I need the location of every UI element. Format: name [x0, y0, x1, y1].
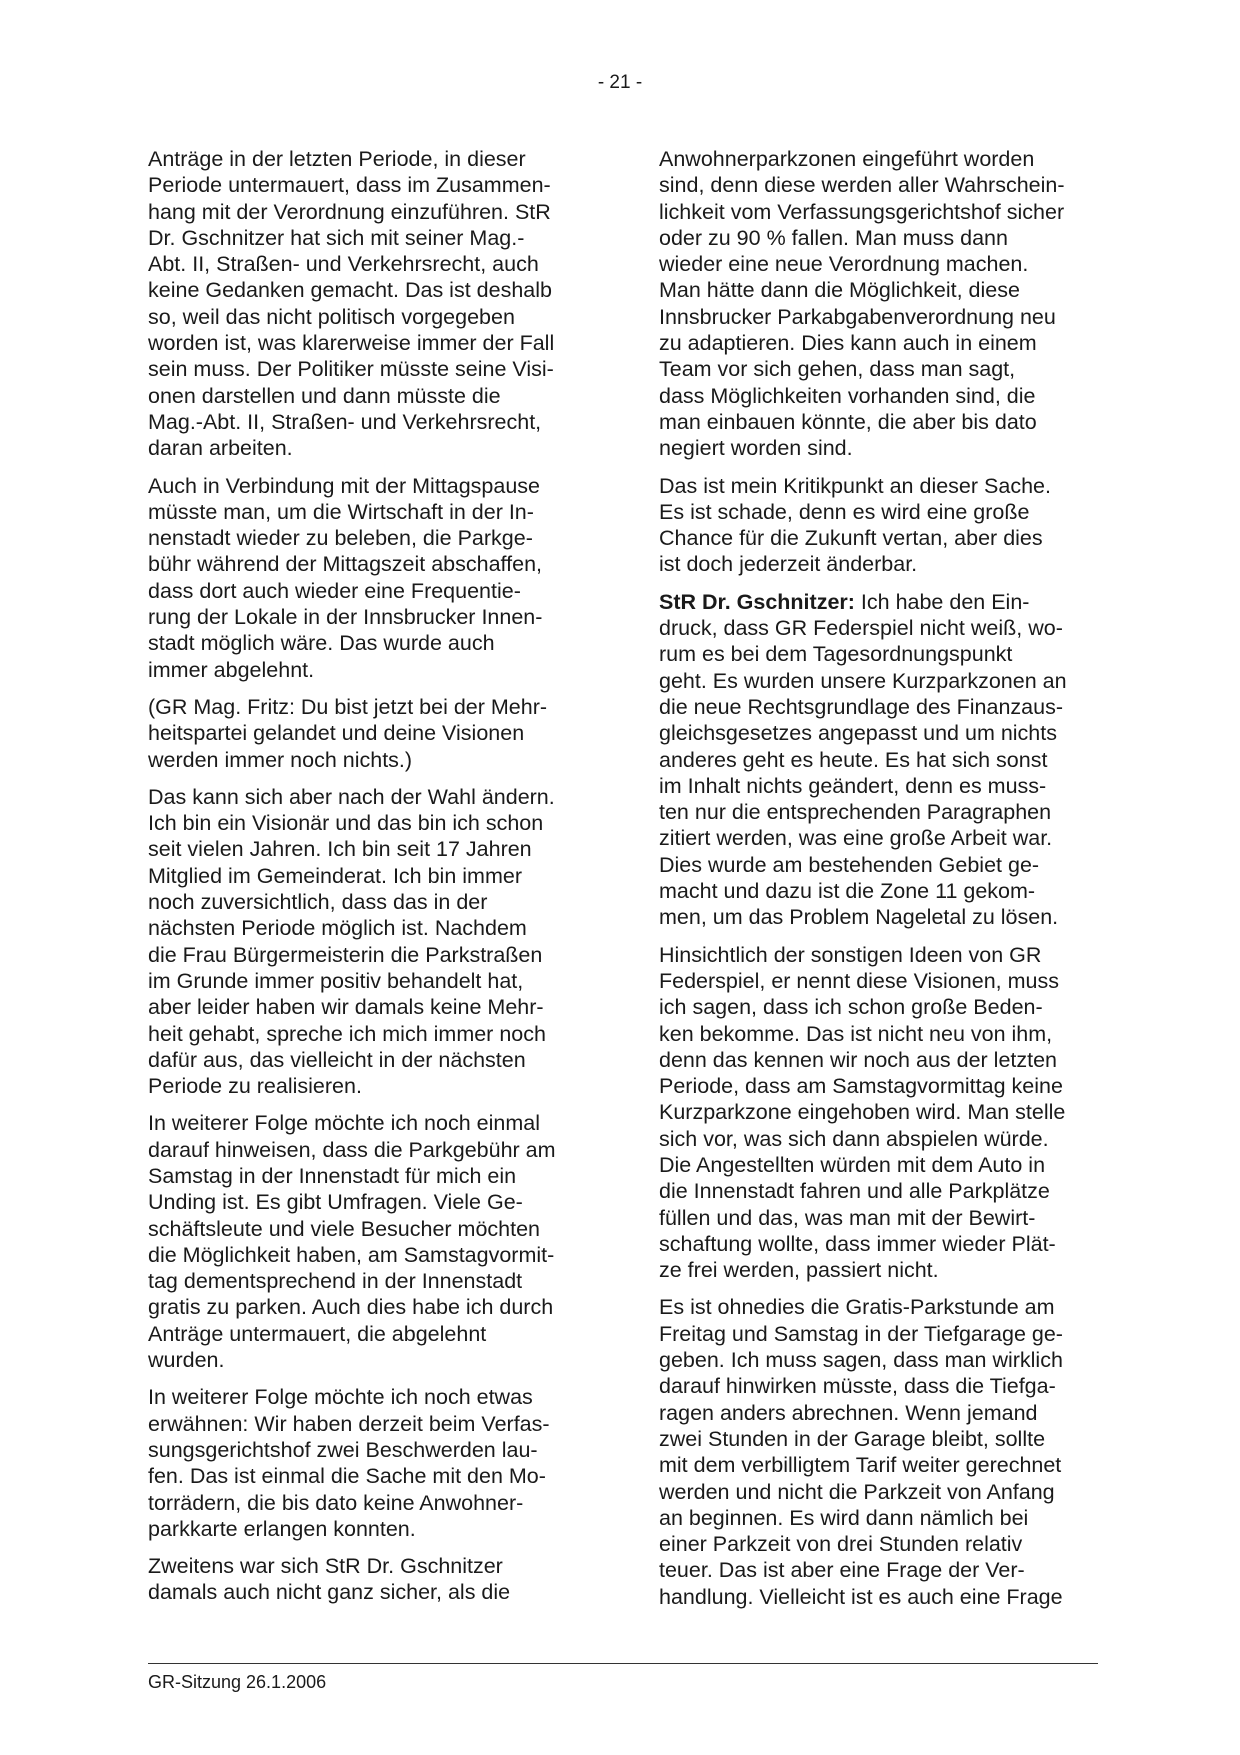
- text-line: Unding ist. Es gibt Umfragen. Viele Ge-: [148, 1190, 523, 1215]
- paragraph: [659, 473, 1104, 578]
- text-line: Es ist ohnedies die Gratis-Parkstunde am: [659, 1295, 1055, 1320]
- text-line: Zweitens war sich StR Dr. Gschnitzer: [148, 1554, 503, 1579]
- paragraph: [659, 1294, 1104, 1610]
- text-line: Man hätte dann die Möglichkeit, diese: [659, 278, 1020, 303]
- text-line: Dr. Gschnitzer hat sich mit seiner Mag.-: [148, 225, 525, 250]
- text-line: Chance für die Zukunft vertan, aber dies: [659, 526, 1043, 551]
- text-line: daran arbeiten.: [148, 436, 293, 461]
- text-line: (GR Mag. Fritz: Du bist jetzt bei der Mehr-: [148, 694, 548, 719]
- text-line: seit vielen Jahren. Ich bin seit 17 Jahren: [148, 837, 532, 862]
- paragraph: [148, 1110, 598, 1373]
- text-line: nenstadt wieder zu beleben, die Parkge-: [148, 526, 533, 551]
- text-line: In weiterer Folge möchte ich noch einmal: [148, 1111, 540, 1136]
- text-line: wieder eine neue Verordnung machen.: [659, 252, 1029, 277]
- paragraph: [148, 784, 598, 1100]
- text-line: tag dementsprechend in der Innenstadt: [148, 1269, 523, 1294]
- text-line: rung der Lokale in der Innsbrucker Innen-: [148, 605, 543, 630]
- text-line: Anträge in der letzten Periode, in dieser: [148, 147, 526, 171]
- text-line: geben. Ich muss sagen, dass man wirklich: [659, 1348, 1063, 1373]
- text-line: dass dort auch wieder eine Frequentie-: [148, 578, 521, 603]
- text-line: ken bekomme. Das ist nicht neu von ihm,: [659, 1021, 1053, 1046]
- paragraph: [148, 146, 598, 462]
- text-line: werden immer noch nichts.): [148, 747, 413, 772]
- text-line: fen. Das ist einmal die Sache mit den Mo-: [148, 1464, 546, 1489]
- text-line: die Frau Bürgermeisterin die Parkstraßen: [148, 942, 543, 967]
- speaker-text: Ich habe den Ein-: [854, 589, 1030, 614]
- text-line: Federspiel, er nennt diese Visionen, muss: [659, 968, 1059, 993]
- text-line: ist doch jederzeit änderbar.: [659, 552, 918, 577]
- text-line: die Innenstadt fahren und alle Parkplätze: [659, 1179, 1050, 1204]
- text-line: Periode, dass am Samstagvormittag keine: [659, 1074, 1063, 1099]
- text-line: denn das kennen wir noch aus der letzten: [659, 1047, 1058, 1072]
- text-line: schaftung wollte, dass immer wieder Plät-: [659, 1231, 1056, 1256]
- paragraph: [148, 694, 598, 773]
- text-line: Abt. II, Straßen- und Verkehrsrecht, auch: [148, 252, 539, 277]
- text-line: geht. Es wurden unsere Kurzparkzonen an: [659, 668, 1067, 693]
- text-line: erwähnen: Wir haben derzeit beim Verfas-: [148, 1411, 550, 1436]
- text-line: Mitglied im Gemeinderat. Ich bin immer: [148, 863, 522, 888]
- text-line: Freitag und Samstag in der Tiefgarage ge-: [659, 1321, 1063, 1346]
- text-line: parkkarte erlangen konnten.: [148, 1516, 416, 1541]
- text-line: einer Parkzeit von drei Stunden relativ: [659, 1532, 1023, 1557]
- text-line: Anträge untermauert, die abgelehnt: [148, 1321, 487, 1346]
- text-line: werden und nicht die Parkzeit von Anfang: [659, 1479, 1055, 1504]
- text-line: wurden.: [148, 1348, 225, 1373]
- text-line: heit gehabt, spreche ich mich immer noch: [148, 1021, 546, 1046]
- text-line: worden ist, was klarerweise immer der Fall: [148, 331, 555, 356]
- text-line: zu adaptieren. Dies kann auch in einem: [659, 331, 1037, 356]
- text-line: hang mit der Verordnung einzuführen. StR: [148, 199, 551, 224]
- text-line: dafür aus, das vielleicht in der nächsten: [148, 1047, 526, 1072]
- text-line: darauf hinwirken müsste, dass die Tiefga-: [659, 1374, 1056, 1399]
- text-line: rum es bei dem Tagesordnungspunkt: [659, 642, 1013, 667]
- text-line: zitiert werden, was eine große Arbeit war.: [659, 826, 1053, 851]
- paragraph: [148, 473, 598, 683]
- text-line: Das ist mein Kritikpunkt an dieser Sache.: [659, 473, 1051, 498]
- text-line: nächsten Periode möglich ist. Nachdem: [148, 916, 527, 941]
- text-line: Dies wurde am bestehenden Gebiet ge-: [659, 852, 1040, 877]
- paragraph: [659, 942, 1104, 1284]
- text-line: sein muss. Der Politiker müsste seine Visi-: [148, 357, 554, 382]
- paragraph: [659, 146, 1104, 462]
- text-line: Kurzparkzone eingehoben wird. Man stelle: [659, 1100, 1066, 1125]
- text-line: Mag.-Abt. II, Straßen- und Verkehrsrecht,: [148, 409, 542, 434]
- text-line: Ich bin ein Visionär und das bin ich schon: [148, 811, 544, 836]
- text-line: Das kann sich aber nach der Wahl ändern.: [148, 784, 555, 809]
- right-column: [659, 146, 1104, 1621]
- text-line: men, um das Problem Nageletal zu lösen.: [659, 905, 1059, 930]
- text-line: teuer. Das ist aber eine Frage der Ver-: [659, 1558, 1025, 1583]
- text-line: gratis zu parken. Auch dies habe ich durch: [148, 1295, 554, 1320]
- text-line: müsste man, um die Wirtschaft in der In-: [148, 499, 534, 524]
- text-line: ze frei werden, passiert nicht.: [659, 1258, 939, 1283]
- text-line: anderes geht es heute. Es hat sich sonst: [659, 747, 1048, 772]
- text-line: ich sagen, dass ich schon große Beden-: [659, 995, 1043, 1020]
- text-line: man einbauen könnte, die aber bis dato: [659, 409, 1037, 434]
- text-line: onen darstellen und dann müsste die: [148, 383, 501, 408]
- text-line: aber leider haben wir damals keine Mehr-: [148, 995, 544, 1020]
- text-line: sich vor, was sich dann abspielen würde.: [659, 1126, 1049, 1151]
- text-line: ten nur die entsprechenden Paragraphen: [659, 800, 1052, 825]
- text-line: Innsbrucker Parkabgabenverordnung neu: [659, 304, 1056, 329]
- text-line: lichkeit vom Verfassungsgerichtshof sicher: [659, 199, 1065, 224]
- text-line: In weiterer Folge möchte ich noch etwas: [148, 1385, 533, 1410]
- text-line: zwei Stunden in der Garage bleibt, sollte: [659, 1426, 1046, 1451]
- speaker-name: StR Dr. Gschnitzer:: [659, 589, 855, 614]
- text-line: im Grunde immer positiv behandelt hat,: [148, 968, 524, 993]
- text-line: [659, 589, 1104, 615]
- text-line: schäftsleute und viele Besucher möchten: [148, 1216, 541, 1241]
- text-line: mit dem verbilligtem Tarif weiter gerechnet: [659, 1453, 1062, 1478]
- text-line: Es ist schade, denn es wird eine große: [659, 499, 1030, 524]
- text-line: Die Angestellten würden mit dem Auto in: [659, 1152, 1046, 1177]
- text-line: gleichsgesetzes angepasst und um nichts: [659, 721, 1057, 746]
- paragraph: [659, 589, 1104, 931]
- text-line: im Inhalt nichts geändert, denn es muss-: [659, 773, 1047, 798]
- text-line: noch zuversichtlich, dass das in der: [148, 890, 488, 915]
- footer-divider: [148, 1663, 1098, 1664]
- paragraph: [148, 1553, 598, 1606]
- text-line: Periode zu realisieren.: [148, 1074, 362, 1099]
- text-line: Samstag in der Innenstadt für mich ein: [148, 1163, 517, 1188]
- text-line: so, weil das nicht politisch vorgegeben: [148, 304, 515, 329]
- text-line: Auch in Verbindung mit der Mittagspause: [148, 473, 541, 498]
- text-line: dass Möglichkeiten vorhanden sind, die: [659, 383, 1036, 408]
- text-line: sungsgerichtshof zwei Beschwerden lau-: [148, 1437, 538, 1462]
- paragraph: [148, 1384, 598, 1542]
- text-line: macht und dazu ist die Zone 11 gekom-: [659, 879, 1036, 904]
- text-line: darauf hinweisen, dass die Parkgebühr am: [148, 1137, 556, 1162]
- text-line: Hinsichtlich der sonstigen Ideen von GR: [659, 942, 1042, 967]
- text-line: die neue Rechtsgrundlage des Finanzaus-: [659, 694, 1063, 719]
- text-line: druck, dass GR Federspiel nicht weiß, wo-: [659, 616, 1063, 641]
- text-line: torrädern, die bis dato keine Anwohner-: [148, 1490, 524, 1515]
- text-line: Team vor sich gehen, dass man sagt,: [659, 357, 1016, 382]
- text-line: die Möglichkeit haben, am Samstagvormit-: [148, 1242, 555, 1267]
- text-line: Periode untermauert, dass im Zusammen-: [148, 173, 551, 198]
- left-column: [148, 146, 598, 1617]
- text-line: negiert worden sind.: [659, 436, 853, 461]
- text-line: damals auch nicht ganz sicher, als die: [148, 1580, 511, 1605]
- text-line: an beginnen. Es wird dann nämlich bei: [659, 1505, 1029, 1530]
- page-number: - 21 -: [597, 72, 643, 93]
- text-line: heitspartei gelandet und deine Visionen: [148, 721, 525, 746]
- text-line: stadt möglich wäre. Das wurde auch: [148, 631, 495, 656]
- text-line: sind, denn diese werden aller Wahrschein-: [659, 173, 1065, 198]
- text-line: füllen und das, was man mit der Bewirt-: [659, 1205, 1036, 1230]
- footer-session-date: GR-Sitzung 26.1.2006: [148, 1672, 327, 1692]
- text-line: handlung. Vielleicht ist es auch eine Frage: [659, 1584, 1063, 1609]
- text-line: bühr während der Mittagszeit abschaffen,: [148, 552, 543, 577]
- text-line: keine Gedanken gemacht. Das ist deshalb: [148, 278, 552, 303]
- text-line: oder zu 90 % fallen. Man muss dann: [659, 225, 1008, 250]
- text-line: ragen anders abrechnen. Wenn jemand: [659, 1400, 1038, 1425]
- text-line: immer abgelehnt.: [148, 657, 315, 682]
- text-line: Anwohnerparkzonen eingeführt worden: [659, 147, 1035, 171]
